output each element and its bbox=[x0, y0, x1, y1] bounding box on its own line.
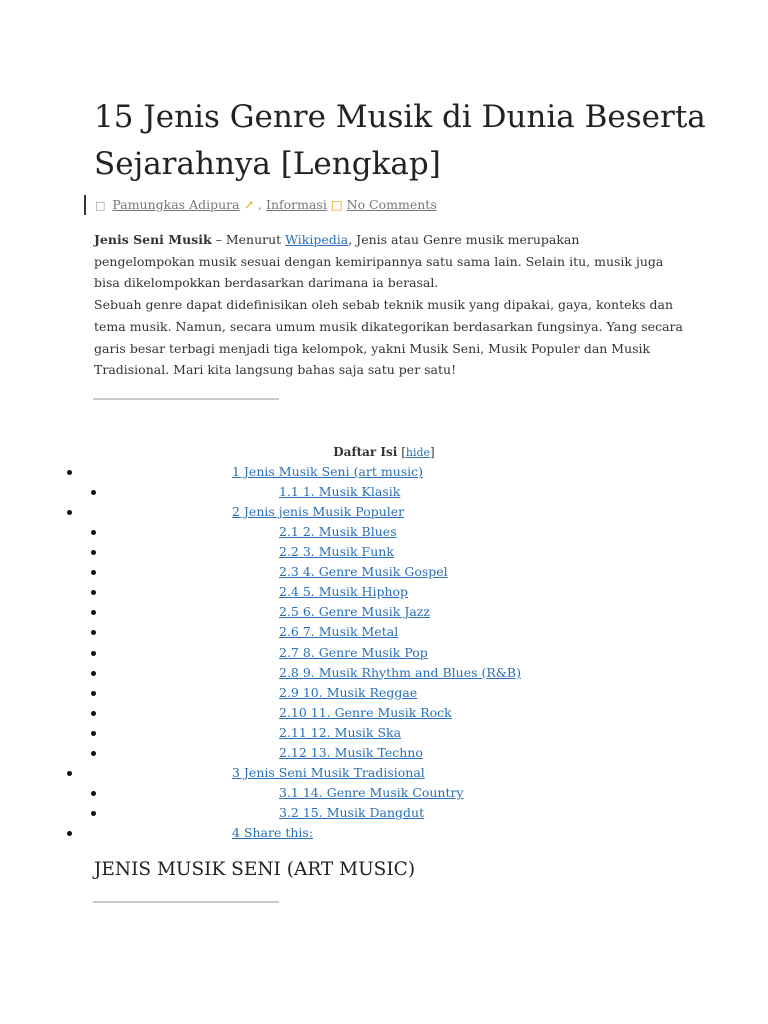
bullet-icon bbox=[91, 751, 96, 756]
bullet-icon bbox=[67, 771, 72, 776]
bullet-icon bbox=[91, 630, 96, 635]
bullet-icon bbox=[91, 811, 96, 816]
user-icon-glyph: □ bbox=[95, 199, 106, 212]
toc-link[interactable]: 2.5 6. Genre Musik Jazz bbox=[279, 604, 430, 620]
bullet-icon bbox=[91, 731, 96, 736]
bullet-icon bbox=[91, 711, 96, 716]
toc-subsection-item bbox=[0, 582, 768, 602]
bullet-icon bbox=[91, 691, 96, 696]
toc-subsection-item bbox=[0, 803, 768, 823]
bullet-icon bbox=[91, 490, 96, 495]
toc-link[interactable]: 2.8 9. Musik Rhythm and Blues (R&B) bbox=[279, 664, 521, 680]
toc-title: Daftar Isi bbox=[333, 445, 398, 459]
toc-subsection-item bbox=[0, 683, 768, 703]
bullet-icon bbox=[67, 510, 72, 515]
bullet-icon bbox=[91, 671, 96, 676]
article-intro bbox=[94, 229, 684, 381]
toc-subsection-item bbox=[0, 602, 768, 622]
toc-bracket-open: [ bbox=[401, 445, 406, 459]
toc-link[interactable]: 3.1 14. Genre Musik Country bbox=[279, 784, 464, 800]
bullet-icon bbox=[91, 590, 96, 595]
external-link-icon[interactable]: ↗ bbox=[243, 197, 255, 212]
toc-link[interactable]: 2.11 12. Musik Ska bbox=[279, 724, 402, 740]
toc-subsection-item bbox=[0, 542, 768, 562]
category-link[interactable]: Informasi bbox=[266, 197, 327, 212]
toc-subsection-item bbox=[0, 743, 768, 763]
toc-link[interactable]: 2.9 10. Musik Reggae bbox=[279, 684, 418, 700]
toc-section-item bbox=[0, 823, 768, 843]
toc-link[interactable]: 2.1 2. Musik Blues bbox=[279, 524, 397, 540]
toc-link[interactable]: 2 Jenis jenis Musik Populer bbox=[232, 504, 405, 520]
comments-link[interactable]: No Comments bbox=[346, 197, 437, 212]
toc-subsection-item bbox=[0, 723, 768, 743]
toc-subsection-item bbox=[0, 522, 768, 542]
toc-subsection-item bbox=[0, 783, 768, 803]
toc-link[interactable]: 3.2 15. Musik Dangdut bbox=[279, 805, 425, 821]
toc-subsection-item bbox=[0, 703, 768, 723]
meta-separator: , bbox=[258, 197, 263, 212]
intro-dash: – Menurut bbox=[211, 232, 286, 247]
toc-subsection-item bbox=[0, 622, 768, 642]
bullet-icon bbox=[67, 470, 72, 475]
toc-toggle bbox=[401, 445, 435, 459]
toc-section-item bbox=[0, 502, 768, 522]
article-title: 15 Jenis Genre Musik di Dunia Beserta Sejarahnya [Lengkap] bbox=[94, 99, 706, 182]
toc-link[interactable]: 1.1 1. Musik Klasik bbox=[279, 484, 401, 500]
toc-link[interactable]: 2.10 11. Genre Musik Rock bbox=[279, 704, 452, 720]
toc-subsection-item bbox=[0, 643, 768, 663]
intro-bold-lead: Jenis Seni Musik bbox=[94, 232, 212, 247]
toc-subsection-item bbox=[0, 482, 768, 502]
toc-bracket-close: ] bbox=[430, 445, 435, 459]
post-meta bbox=[84, 195, 437, 215]
divider bbox=[93, 901, 279, 903]
toc-hide-button[interactable]: hide bbox=[405, 446, 431, 459]
bullet-icon bbox=[91, 570, 96, 575]
divider bbox=[93, 398, 279, 400]
section-heading: JENIS MUSIK SENI (ART MUSIC) bbox=[94, 859, 416, 880]
intro-paragraph-2: Sebuah genre dapat didefinisikan oleh sebab teknik musik yang dipakai, gaya, konteks dan tema musik. Namun, secara umum musik dikategorikan berdasarkan fungsinya. Yang secara garis besar terbagi menjadi tiga kelompok, yakni Musik Seni, Musik Populer dan Musik Tradisional. Mari kita langsung bahas saja satu per satu! bbox=[94, 297, 683, 378]
toc-section-item bbox=[0, 763, 768, 783]
bullet-icon bbox=[91, 550, 96, 555]
comment-icon: □ bbox=[330, 197, 343, 212]
intro-rest: , Jenis atau Genre musik merupakan pengelompokan musik sesuai dengan kemiripannya satu sama lain. Selain itu, musik juga bisa dikelompokkan berdasarkan darimana ia berasal. bbox=[94, 232, 664, 291]
toc-subsection-item bbox=[0, 663, 768, 683]
wikipedia-link[interactable]: Wikipedia bbox=[285, 232, 349, 247]
bullet-icon bbox=[91, 610, 96, 615]
toc-header bbox=[0, 444, 768, 461]
toc-link[interactable]: 2.6 7. Musik Metal bbox=[279, 624, 399, 640]
toc-link[interactable]: 2.7 8. Genre Musik Pop bbox=[279, 644, 428, 660]
bullet-icon bbox=[67, 831, 72, 836]
toc-link[interactable]: 2.12 13. Musik Techno bbox=[279, 744, 423, 760]
bullet-icon bbox=[91, 530, 96, 535]
toc-subsection-item bbox=[0, 562, 768, 582]
toc-link[interactable]: 3 Jenis Seni Musik Tradisional bbox=[232, 764, 425, 780]
toc-link[interactable]: 4 Share this: bbox=[232, 825, 314, 841]
toc-link[interactable]: 2.3 4. Genre Musik Gospel bbox=[279, 564, 448, 580]
toc-section-item bbox=[0, 462, 768, 482]
toc-link[interactable]: 2.2 3. Musik Funk bbox=[279, 544, 394, 560]
intro-paragraph-1 bbox=[94, 229, 684, 294]
toc-link[interactable]: 1 Jenis Musik Seni (art music) bbox=[232, 464, 424, 479]
bullet-icon bbox=[91, 651, 96, 656]
toc-link[interactable]: 2.4 5. Musik Hiphop bbox=[279, 584, 409, 600]
bullet-icon bbox=[91, 791, 96, 796]
author-link[interactable]: Pamungkas Adipura bbox=[112, 197, 240, 212]
